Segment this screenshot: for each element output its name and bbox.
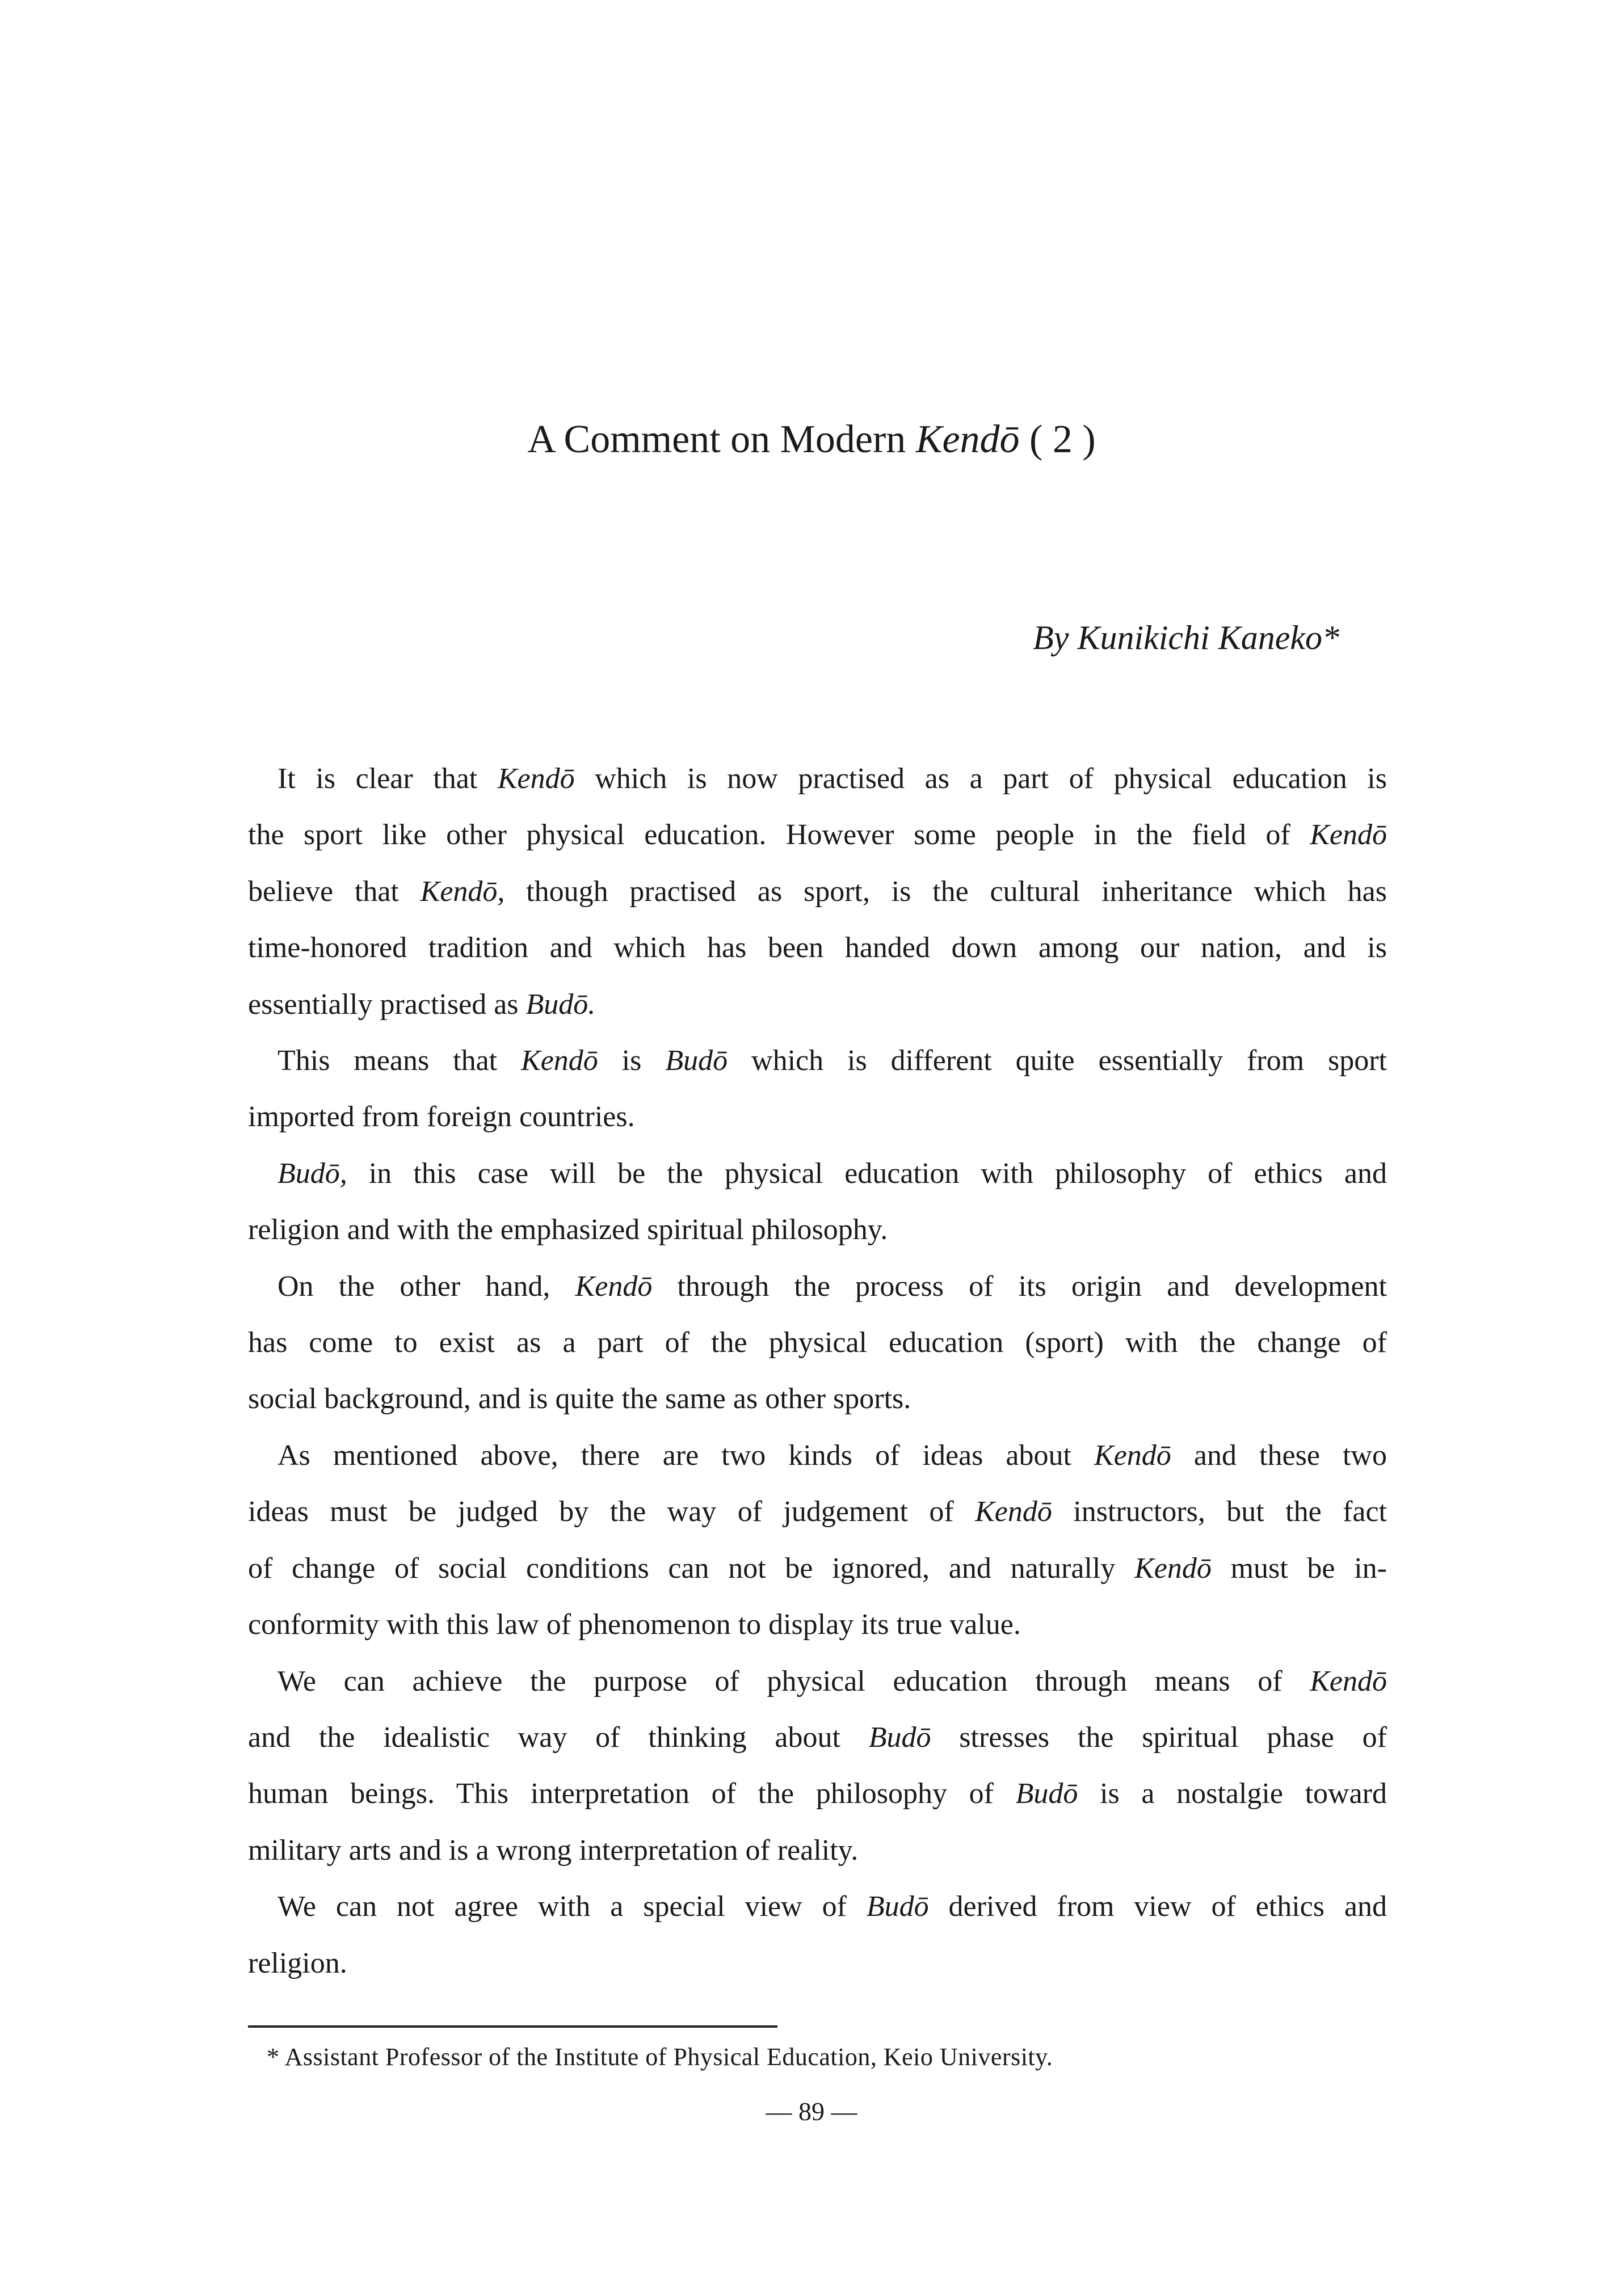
text-segment: military arts and is a wrong interpretation of reality. <box>248 1834 859 1867</box>
article-title <box>0 417 1623 462</box>
text-line <box>248 1089 1387 1145</box>
text-line <box>248 1315 1387 1371</box>
text-line <box>248 1202 1387 1258</box>
text-segment: which is now practised as a part of physical education is <box>574 762 1387 795</box>
italic-term: Kendō, <box>420 875 505 908</box>
article-body <box>248 751 1387 1991</box>
italic-term: Kendō <box>1310 1665 1387 1697</box>
text-segment: It is clear that <box>277 762 498 795</box>
text-line <box>248 1822 1387 1878</box>
italic-term: Kendō <box>1134 1552 1212 1585</box>
text-segment: We can not agree with a special view of <box>277 1890 867 1923</box>
text-line <box>248 1540 1387 1596</box>
text-segment: though practised as sport, is the cultural inheritance which has <box>504 875 1387 908</box>
text-segment: and the idealistic way of thinking about <box>248 1721 869 1754</box>
text-segment: in this case will be the physical education with philosophy of ethics and <box>347 1157 1387 1190</box>
text-line <box>248 1878 1387 1935</box>
text-line <box>248 976 1387 1033</box>
text-segment: human beings. This interpretation of the philosophy of <box>248 1777 1016 1810</box>
text-segment: This means that <box>277 1044 522 1077</box>
paragraph <box>248 1258 1387 1427</box>
text-segment: and these two <box>1171 1439 1387 1472</box>
author-byline: By Kunikichi Kaneko* <box>1033 619 1339 656</box>
paragraph <box>248 1145 1387 1258</box>
text-line <box>248 1427 1387 1484</box>
text-line <box>248 1145 1387 1202</box>
text-segment: religion and with the emphasized spiritual philosophy. <box>248 1214 888 1246</box>
text-segment: believe that <box>248 875 421 908</box>
text-line <box>248 920 1387 976</box>
italic-term: Kendō <box>521 1044 598 1077</box>
text-line <box>248 1766 1387 1822</box>
italic-term: Budō. <box>525 988 596 1021</box>
paragraph <box>248 1033 1387 1145</box>
text-segment: ideas must be judged by the way of judgement of <box>248 1495 976 1528</box>
text-segment: must be in- <box>1211 1552 1387 1585</box>
text-segment: time-honored tradition and which has been handed down among our nation, and is <box>248 932 1387 964</box>
text-segment: imported from foreign countries. <box>248 1101 635 1134</box>
text-segment: As mentioned above, there are two kinds of ideas about <box>277 1439 1095 1472</box>
text-line <box>248 1033 1387 1089</box>
italic-term: Kendō <box>575 1270 653 1303</box>
footnote: * Assistant Professor of the Institute of Physical Education, Keio University. <box>267 2043 1053 2071</box>
italic-term: Budō <box>1015 1777 1078 1810</box>
text-segment: through the process of its origin and development <box>652 1270 1387 1303</box>
text-line <box>248 863 1387 920</box>
footnote-divider <box>248 2025 777 2028</box>
text-line <box>248 1709 1387 1766</box>
text-segment: conformity with this law of phenomenon to display its true value. <box>248 1608 1021 1641</box>
text-segment: We can achieve the purpose of physical education through means of <box>277 1665 1310 1697</box>
text-line <box>248 1484 1387 1540</box>
italic-term: Budō <box>868 1721 931 1754</box>
text-segment: instructors, but the fact <box>1052 1495 1387 1528</box>
paragraph <box>248 751 1387 1033</box>
text-line <box>248 1258 1387 1315</box>
text-segment: the sport like other physical education. However some people in the field of <box>248 819 1310 852</box>
italic-term: Kendō <box>975 1495 1052 1528</box>
text-segment: religion. <box>248 1947 347 1979</box>
italic-term: Budō, <box>277 1157 347 1190</box>
page-number: — 89 — <box>766 2097 857 2126</box>
italic-term: Budō <box>866 1890 929 1923</box>
text-segment: On the other hand, <box>277 1270 575 1303</box>
paragraph <box>248 1427 1387 1653</box>
text-segment: social background, and is quite the same as other sports. <box>248 1383 911 1415</box>
text-line <box>248 751 1387 807</box>
text-segment: derived from view of ethics and <box>928 1890 1387 1923</box>
text-segment: has come to exist as a part of the physical education (sport) with the change of <box>248 1326 1387 1359</box>
title-prefix: A Comment on Modern <box>527 418 916 461</box>
italic-term: Budō <box>665 1044 728 1077</box>
text-line <box>248 807 1387 863</box>
text-segment: stresses the spiritual phase of <box>931 1721 1387 1754</box>
paragraph <box>248 1878 1387 1991</box>
text-line <box>248 1653 1387 1709</box>
text-line <box>248 1371 1387 1427</box>
title-italic: Kendō <box>915 418 1020 461</box>
italic-term: Kendō <box>1310 819 1387 852</box>
paragraph <box>248 1653 1387 1879</box>
text-segment: is a nostalgie toward <box>1078 1777 1387 1810</box>
text-segment: of change of social conditions can not be ignored, and naturally <box>248 1552 1135 1585</box>
text-line <box>248 1596 1387 1653</box>
text-segment: essentially practised as <box>248 988 526 1021</box>
italic-term: Kendō <box>497 762 575 795</box>
text-segment: is <box>598 1044 666 1077</box>
text-segment: which is different quite essentially from sport <box>728 1044 1387 1077</box>
italic-term: Kendō <box>1094 1439 1171 1472</box>
title-suffix: ( 2 ) <box>1019 418 1096 461</box>
text-line <box>248 1935 1387 1991</box>
